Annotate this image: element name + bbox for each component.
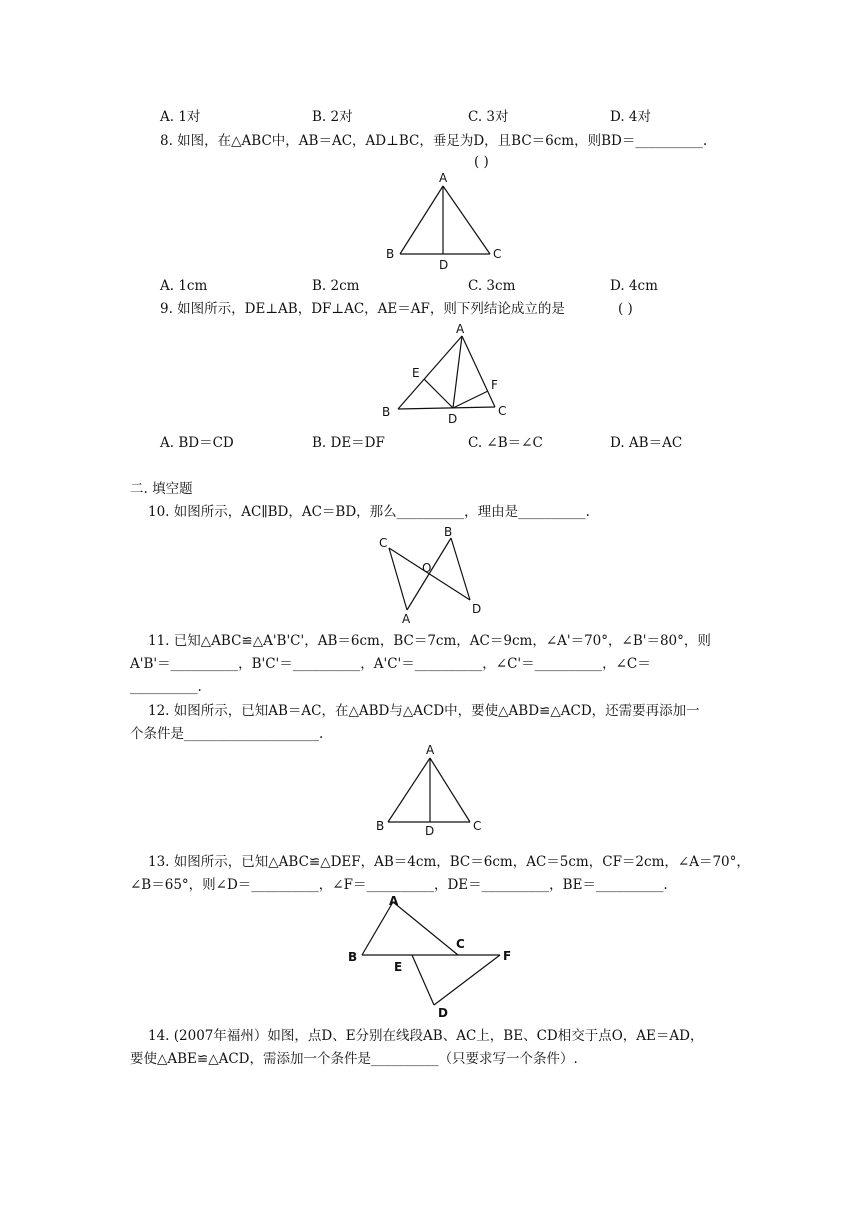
- q13-label-b: B: [348, 950, 358, 964]
- q13-figure: [340, 893, 530, 1022]
- q8-label-b: B: [386, 247, 395, 261]
- q9-label-b: B: [382, 405, 391, 419]
- q7-option-a: A. 1对: [160, 109, 201, 125]
- q14-line-1: 14. (2007年福州）如图，点D、E分别在线段AB、AC上，BE、CD相交于点O，AE＝AD，: [148, 1028, 704, 1044]
- q9-option-c: C. ∠B＝∠C: [468, 435, 543, 451]
- q13-label-e: E: [394, 960, 403, 974]
- q8-answer-bracket: ( ): [474, 154, 489, 170]
- q10-label-o: O: [422, 561, 432, 575]
- q13-label-a: A: [389, 894, 399, 908]
- q8-stem: 8. 如图，在△ABC中，AB＝AC，AD⊥BC，垂足为D，且BC＝6cm，则BD＝__________.: [160, 133, 708, 149]
- q12-label-d: D: [425, 824, 435, 838]
- q8-figure: [380, 172, 520, 276]
- q11-line-2: A'B'＝__________，B'C'＝__________，A'C'＝__________，∠C'＝__________，∠C＝: [130, 656, 651, 672]
- q12-line-1: 12. 如图所示，已知AB＝AC，在△ABD与△ACD中，要使△ABD≌△ACD，还需要再添加一: [148, 703, 700, 719]
- q7-option-c: C. 3对: [468, 109, 509, 125]
- q10-label-b: B: [444, 525, 453, 539]
- q9-label-d: D: [448, 412, 458, 426]
- q8-label-d: D: [439, 258, 449, 272]
- q9-answer-bracket: ( ): [618, 301, 633, 317]
- q13-label-f: F: [503, 949, 512, 963]
- q7-option-d: D. 4对: [610, 109, 652, 125]
- q8-label-c: C: [493, 247, 502, 261]
- q8-option-c: C. 3cm: [468, 278, 516, 294]
- q8-option-b: B. 2cm: [312, 278, 360, 294]
- q9-stem: 9. 如图所示，DE⊥AB，DF⊥AC，AE＝AF，则下列结论成立的是: [160, 301, 565, 317]
- q9-figure: [378, 322, 528, 436]
- q9-label-a: A: [456, 322, 465, 336]
- q12-line-2: 个条件是____________________.: [130, 726, 324, 742]
- q13-label-d: D: [438, 1006, 448, 1020]
- q12-label-b: B: [376, 819, 385, 833]
- q12-label-c: C: [473, 819, 482, 833]
- q10-figure: [370, 522, 490, 631]
- q9-label-c: C: [498, 404, 507, 418]
- q8-label-a: A: [439, 171, 448, 185]
- q12-figure: [370, 742, 500, 846]
- q7-option-b: B. 2对: [312, 109, 353, 125]
- q8-option-d: D. 4cm: [610, 278, 658, 294]
- q13-line-2: ∠B＝65°，则∠D＝__________，∠F＝__________，DE＝__________，BE＝__________.: [130, 877, 668, 893]
- q9-option-a: A. BD＝CD: [160, 435, 234, 451]
- q9-option-d: D. AB＝AC: [610, 435, 683, 451]
- q13-label-c: C: [456, 937, 465, 951]
- q12-label-a: A: [426, 743, 435, 757]
- q14-line-2: 要使△ABE≌△ACD，需添加一个条件是__________（只要求写一个条件）.: [130, 1051, 578, 1067]
- q11-line-1: 11. 已知△ABC≌△A'B'C'，AB＝6cm，BC＝7cm，AC＝9cm，∠A'＝70°，∠B'＝80°，则: [148, 633, 711, 649]
- q10-label-d: D: [472, 602, 482, 616]
- section-title-fill-in: 二. 填空题: [130, 481, 193, 497]
- q11-line-3: __________.: [130, 679, 202, 695]
- q10-label-c: C: [379, 536, 388, 550]
- q10-label-a: A: [402, 612, 411, 626]
- q9-label-f: F: [491, 378, 498, 392]
- q10-stem: 10. 如图所示，AC∥BD，AC＝BD，那么__________，理由是__________.: [148, 504, 590, 520]
- q9-option-b: B. DE＝DF: [312, 435, 385, 451]
- q9-label-e: E: [412, 366, 420, 380]
- q8-option-a: A. 1cm: [160, 278, 208, 294]
- q13-line-1: 13. 如图所示，已知△ABC≌△DEF，AB＝4cm，BC＝6cm，AC＝5cm，CF＝2cm，∠A＝70°，: [148, 854, 750, 870]
